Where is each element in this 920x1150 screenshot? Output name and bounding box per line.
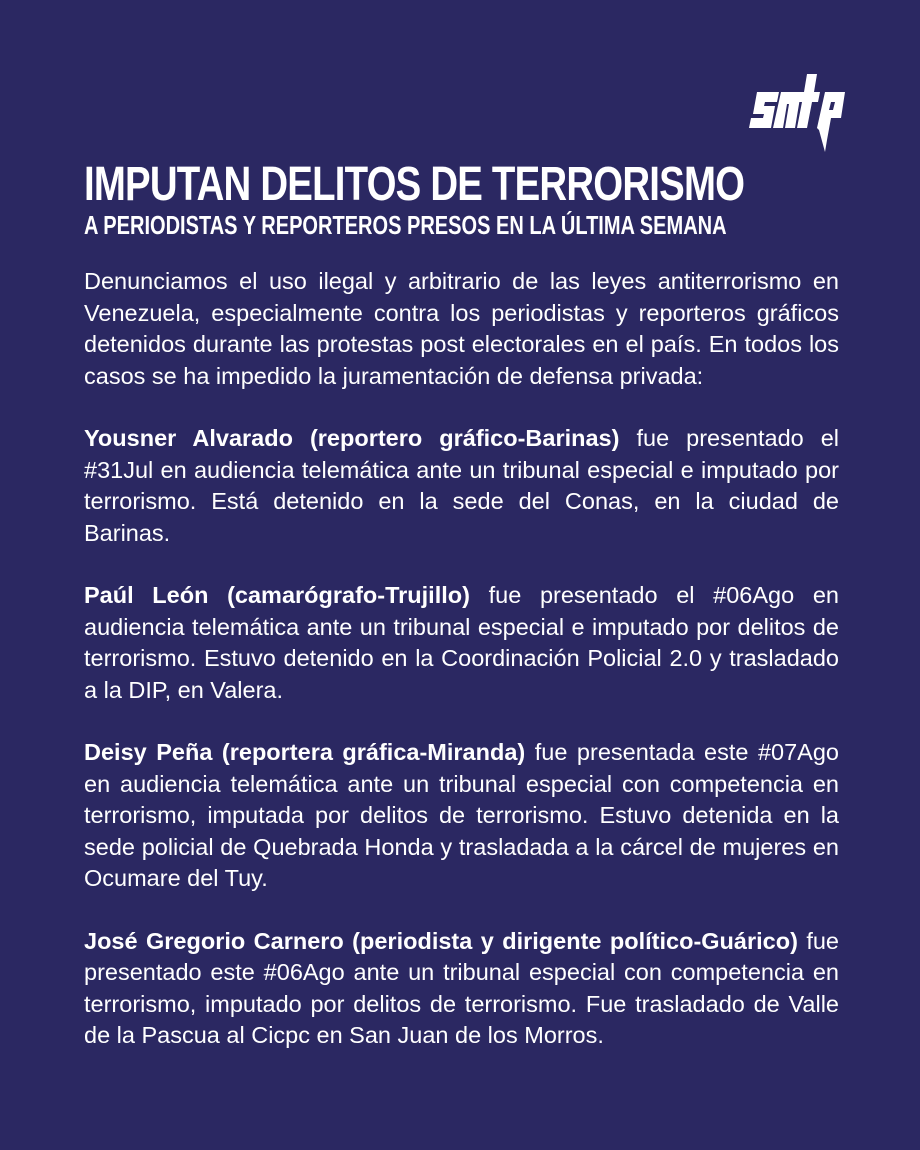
case-name: Paúl León (camarógrafo-Trujillo) — [84, 582, 470, 608]
case-text: fue presentado el #31Jul en audiencia telemática ante un tribunal especial e imputado por terrorismo. Está detenido en la sede del Conas, en la ciudad de Barinas. — [84, 425, 840, 546]
case-name: Yousner Alvarado (reportero gráfico-Barinas) — [84, 425, 620, 451]
intro-paragraph: Denunciamos el uso ilegal y arbitrario de las leyes antiterrorismo en Venezuela, especialmente contra los periodistas y reporteros gráficos detenidos durante las protestas post electorales en el país. En todos los casos se ha impedido la juramentación de defensa privada: — [84, 268, 839, 389]
case-text: fue presentado este #06Ago ante un tribunal especial con competencia en terrorismo, imputado por delitos de terrorismo. Fue trasladado de Valle de la Pascua al Cicpc en San Juan de los Morros. — [84, 927, 840, 1048]
case-text: fue presentado el #06Ago en audiencia telemática ante un tribunal especial e imputado por delitos de terrorismo. Estuvo detenido en la Coordinación Policial 2.0 y trasladado a la DIP, en Valera. — [84, 582, 839, 703]
headline-subtitle: A PERIODISTAS Y REPORTEROS PRESOS EN LA ÚLTIMA SEMANA — [84, 210, 727, 240]
case-paragraph — [84, 926, 839, 1052]
case-paragraph — [84, 580, 839, 706]
headline-title: IMPUTAN DELITOS DE TERRORISMO — [84, 158, 745, 211]
case-name: Deisy Peña (reportera gráfica-Miranda) — [84, 739, 526, 765]
case-text: fue presentada este #07Ago en audiencia telemática ante un tribunal especial con competencia en terrorismo, imputada por delitos de terrorismo. Estuvo detenida en la sede policial de Quebrada Honda y trasladada a la cárcel de mujeres en Ocumare del Tuy. — [84, 739, 839, 891]
article — [84, 160, 839, 1052]
sntp-logo — [745, 68, 857, 156]
case-name: José Gregorio Carnero (periodista y dirigente político-Guárico) — [84, 927, 798, 954]
case-paragraph — [84, 423, 839, 549]
case-paragraph — [84, 737, 839, 895]
